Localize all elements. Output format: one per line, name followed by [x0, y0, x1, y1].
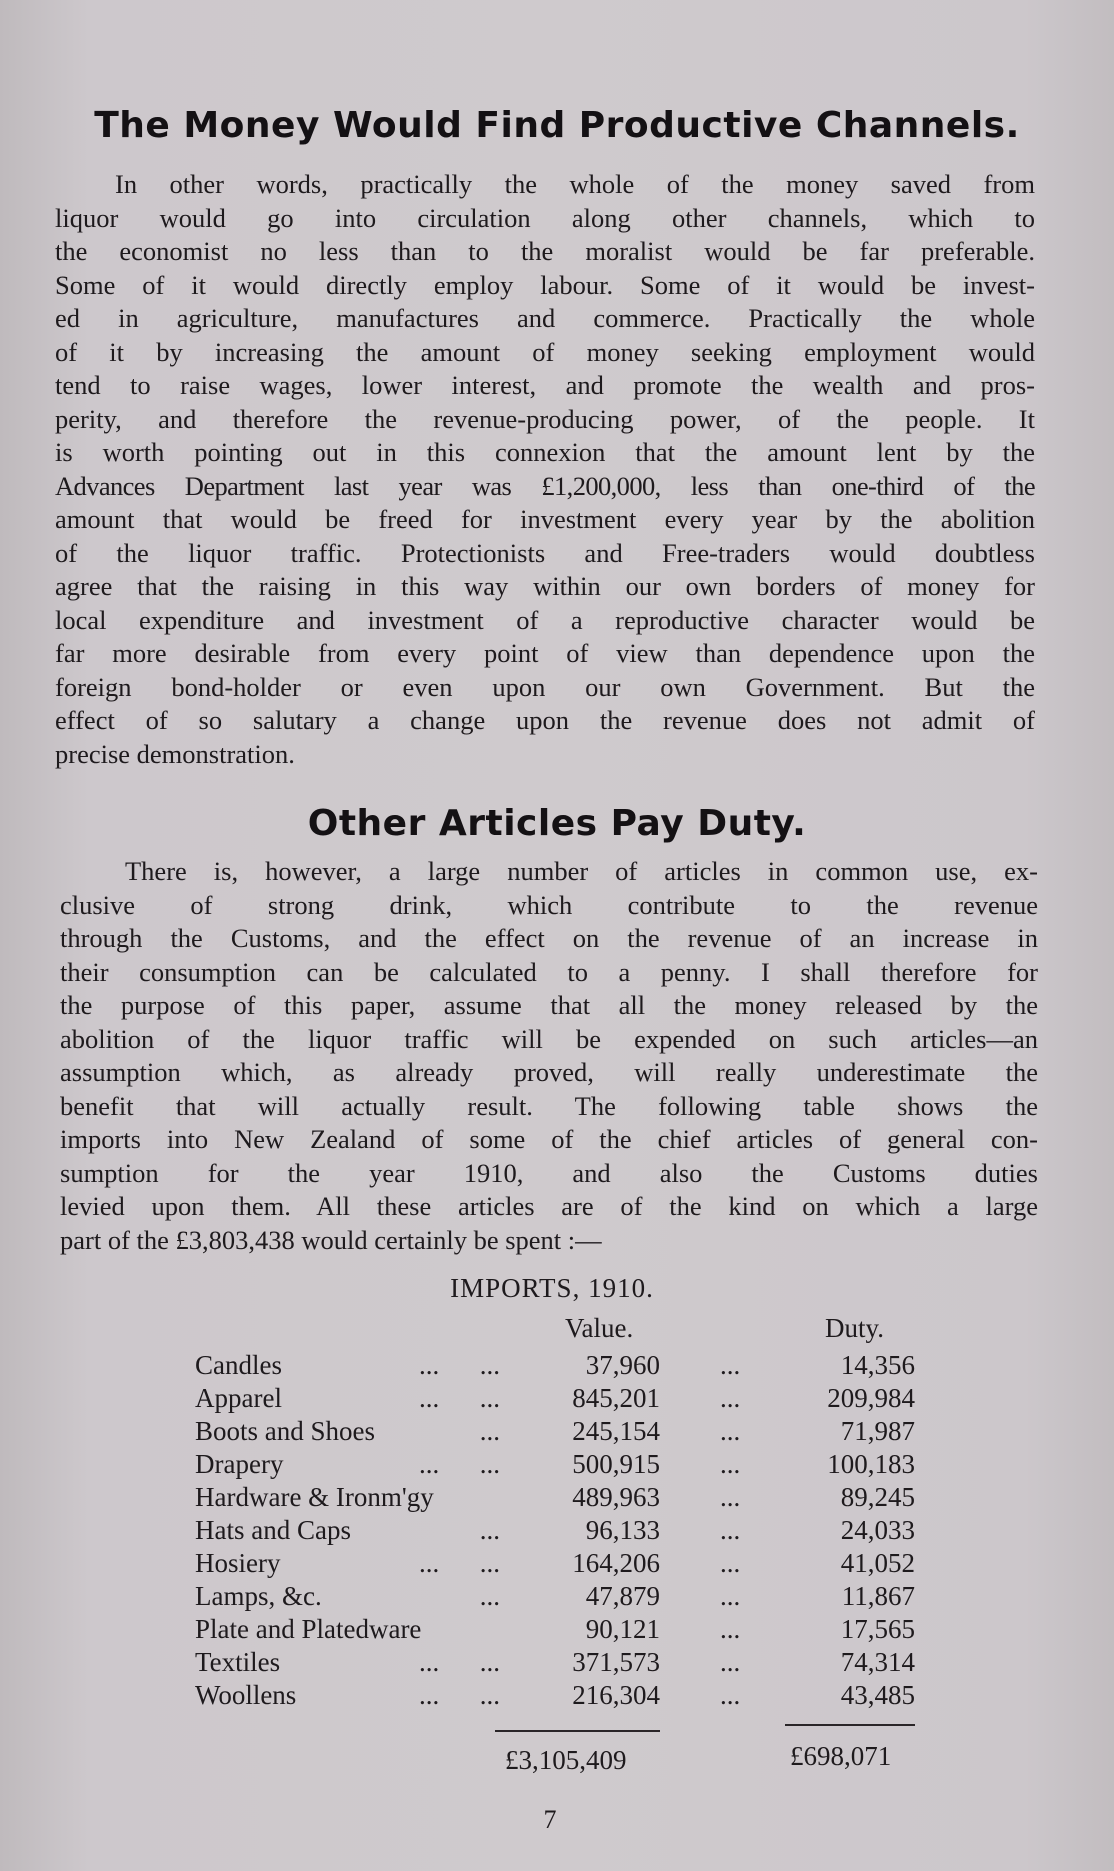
text-line: imports into New Zealand of some of the chief articles of general con-: [60, 1124, 1038, 1154]
duty-cell: 71,987: [840, 1416, 915, 1446]
value-cell: 845,201: [572, 1383, 660, 1413]
text-line: ed in agriculture, manufactures and commerce. Practically the whole: [55, 303, 1035, 333]
column-header-value: Value.: [565, 1313, 634, 1343]
table-row: [0, 1515, 1114, 1548]
leader-dots: ... ...: [419, 1449, 500, 1479]
table-row: [0, 1383, 1114, 1416]
leader-dots: ... ...: [419, 1548, 500, 1578]
text-line: of it by increasing the amount of money seeking employment would: [55, 336, 1035, 367]
text-line: Advances Department last year was £1,200,000, less than one-third of the: [55, 470, 1035, 501]
item-name: Candles: [195, 1350, 282, 1380]
text-line: agree that the raising in this way within our own borders of money for: [55, 571, 1035, 601]
item-name: Plate and Platedware: [195, 1614, 422, 1644]
table-row: [0, 1449, 1114, 1482]
column-header-duty: Duty.: [825, 1313, 884, 1343]
value-cell: 96,133: [585, 1515, 660, 1545]
separator-dots: ...: [720, 1416, 741, 1446]
separator-dots: ...: [720, 1548, 741, 1578]
item-name: Woollens: [195, 1680, 297, 1710]
table-row: [0, 1680, 1114, 1713]
text-line: In other words, practically the whole of the money saved from: [115, 169, 1035, 199]
table-row: [0, 1614, 1114, 1647]
section-heading-other-articles: Other Articles Pay Duty.: [307, 803, 807, 844]
item-name: Hats and Caps: [195, 1515, 351, 1545]
text-line: part of the £3,803,438 would certainly be spent :—: [60, 1224, 602, 1255]
table-row: [0, 1647, 1114, 1680]
text-line: is worth pointing out in this connexion that the amount lent by the: [55, 437, 1035, 467]
text-line: precise demonstration.: [55, 738, 295, 769]
leader-dots: ...: [479, 1515, 500, 1545]
value-cell: 489,963: [572, 1482, 660, 1512]
duty-cell: 14,356: [840, 1350, 915, 1380]
page-number: 7: [543, 1805, 557, 1834]
item-name: Hosiery: [195, 1548, 281, 1578]
text-line: assumption which, as already proved, will really underestimate the: [60, 1057, 1038, 1087]
text-line: liquor would go into circulation along other channels, which to: [55, 202, 1035, 233]
text-line: Some of it would directly employ labour. Some of it would be invest-: [55, 269, 1035, 300]
leader-dots: ... ...: [419, 1680, 500, 1710]
duty-cell: 41,052: [840, 1548, 915, 1578]
value-cell: 371,573: [572, 1647, 660, 1677]
text-line: far more desirable from every point of view than dependence upon the: [55, 638, 1035, 668]
separator-dots: ...: [720, 1581, 741, 1611]
text-line: There is, however, a large number of articles in common use, ex-: [125, 856, 1038, 886]
text-line: their consumption can be calculated to a penny. I shall therefore for: [60, 956, 1038, 987]
duty-cell: 74,314: [840, 1647, 915, 1677]
table-row: [0, 1350, 1114, 1383]
total-rule-value: [495, 1730, 660, 1732]
table-row: [0, 1416, 1114, 1449]
text-line: local expenditure and investment of a reproductive character would be: [55, 604, 1035, 635]
separator-dots: ...: [720, 1515, 741, 1545]
text-line: sumption for the year 1910, and also the Customs duties: [60, 1157, 1038, 1188]
value-cell: 216,304: [572, 1680, 660, 1710]
section-heading-productive-channels: The Money Would Find Productive Channels.: [94, 105, 1020, 146]
value-cell: 164,206: [572, 1548, 660, 1578]
separator-dots: ...: [720, 1614, 741, 1644]
value-cell: 90,121: [585, 1614, 660, 1644]
text-line: of the liquor traffic. Protectionists and Free-traders would doubtless: [55, 537, 1035, 568]
item-name: Drapery: [195, 1449, 284, 1479]
duty-cell: 24,033: [840, 1515, 915, 1545]
item-name: Lamps, &c.: [195, 1581, 322, 1611]
leader-dots: ...: [479, 1581, 500, 1611]
duty-cell: 89,245: [840, 1482, 915, 1512]
table-title: IMPORTS, 1910.: [450, 1273, 654, 1303]
total-duty: £698,071: [790, 1741, 892, 1771]
text-line: amount that would be freed for investment every year by the abolition: [55, 504, 1035, 534]
value-cell: 47,879: [585, 1581, 660, 1611]
text-line: perity, and therefore the revenue-producing power, of the people. It: [55, 403, 1035, 434]
table-row: [0, 1581, 1114, 1614]
item-name: Textiles: [195, 1647, 281, 1677]
separator-dots: ...: [720, 1383, 741, 1413]
value-cell: 245,154: [572, 1416, 660, 1446]
separator-dots: ...: [720, 1449, 741, 1479]
total-value: £3,105,409: [505, 1745, 627, 1775]
separator-dots: ...: [720, 1350, 741, 1380]
separator-dots: ...: [720, 1482, 741, 1512]
separator-dots: ...: [720, 1680, 741, 1710]
item-name: Boots and Shoes: [195, 1416, 376, 1446]
leader-dots: ... ...: [419, 1350, 500, 1380]
text-line: effect of so salutary a change upon the revenue does not admit of: [55, 705, 1035, 735]
duty-cell: 17,565: [840, 1614, 915, 1644]
item-name: Hardware & Ironm'gy: [195, 1482, 434, 1512]
text-line: tend to raise wages, lower interest, and promote the wealth and pros-: [55, 370, 1035, 400]
table-row: [0, 1548, 1114, 1581]
text-line: foreign bond-holder or even upon our own Government. But the: [55, 671, 1035, 702]
separator-dots: ...: [720, 1647, 741, 1677]
text-line: abolition of the liquor traffic will be expended on such articles—an: [60, 1023, 1038, 1054]
paragraph-other-articles: [60, 855, 1038, 1257]
total-rule-duty: [785, 1724, 915, 1726]
item-name: Apparel: [195, 1383, 282, 1413]
table-row: [0, 1482, 1114, 1515]
text-line: levied upon them. All these articles are of the kind on which a large: [60, 1191, 1038, 1221]
duty-cell: 100,183: [827, 1449, 915, 1479]
duty-cell: 11,867: [841, 1581, 915, 1611]
leader-dots: ...: [479, 1416, 500, 1446]
text-line: through the Customs, and the effect on the revenue of an increase in: [60, 923, 1038, 953]
leader-dots: ... ...: [419, 1383, 500, 1413]
text-line: the purpose of this paper, assume that all the money released by the: [60, 990, 1038, 1020]
text-line: clusive of strong drink, which contribute to the revenue: [60, 889, 1038, 920]
value-cell: 37,960: [585, 1350, 660, 1380]
paragraph-productive-channels: [55, 168, 1035, 771]
value-cell: 500,915: [572, 1449, 660, 1479]
text-line: the economist no less than to the moralist would be far preferable.: [55, 236, 1035, 266]
duty-cell: 209,984: [827, 1383, 915, 1413]
duty-cell: 43,485: [840, 1680, 915, 1710]
leader-dots: ... ...: [419, 1647, 500, 1677]
text-line: benefit that will actually result. The following table shows the: [60, 1090, 1038, 1121]
